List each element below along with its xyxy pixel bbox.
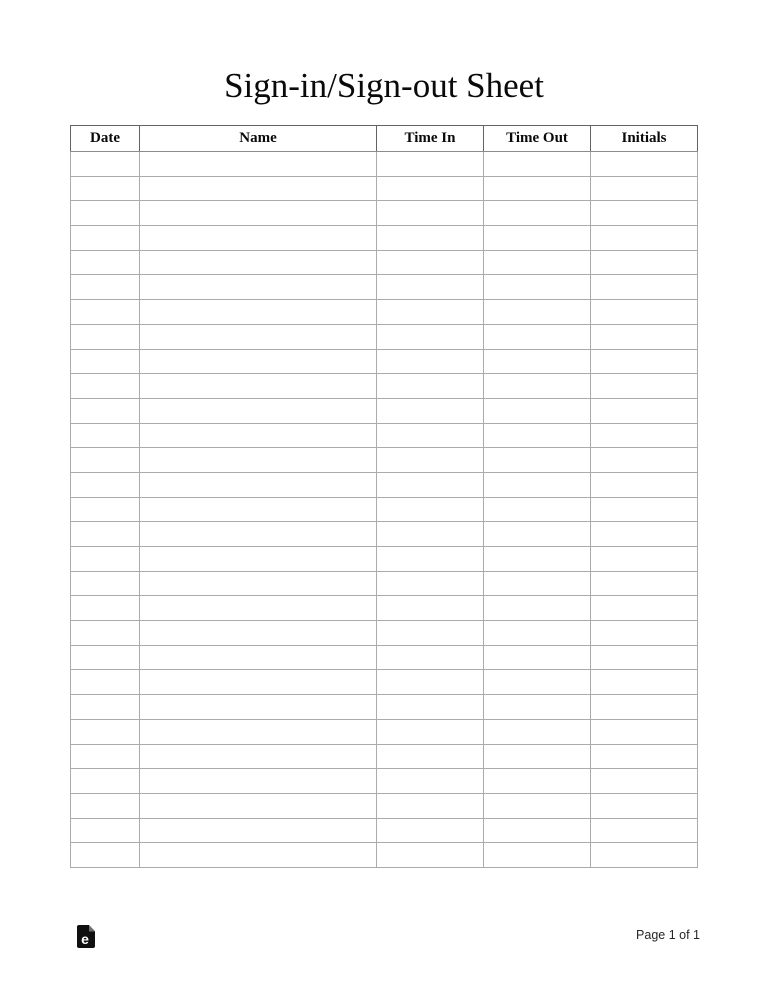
empty-cell-time-out	[484, 300, 591, 325]
empty-cell-date	[71, 349, 140, 374]
empty-cell-time-out	[484, 769, 591, 794]
empty-cell-initials	[591, 596, 698, 621]
empty-cell-initials	[591, 497, 698, 522]
empty-cell-date	[71, 843, 140, 868]
table-row	[71, 522, 698, 547]
empty-cell-time-out	[484, 472, 591, 497]
empty-cell-initials	[591, 793, 698, 818]
empty-cell-name	[140, 744, 377, 769]
table-row	[71, 670, 698, 695]
table-row	[71, 250, 698, 275]
empty-cell-initials	[591, 472, 698, 497]
empty-cell-date	[71, 670, 140, 695]
empty-cell-time-in	[377, 349, 484, 374]
empty-cell-time-in	[377, 448, 484, 473]
empty-cell-date	[71, 226, 140, 251]
empty-cell-date	[71, 769, 140, 794]
folded-corner-icon	[89, 925, 95, 932]
empty-cell-name	[140, 547, 377, 572]
table-row	[71, 818, 698, 843]
empty-cell-name	[140, 152, 377, 177]
empty-cell-name	[140, 596, 377, 621]
empty-cell-time-out	[484, 571, 591, 596]
empty-cell-time-in	[377, 793, 484, 818]
empty-cell-time-out	[484, 793, 591, 818]
empty-cell-time-out	[484, 423, 591, 448]
empty-cell-time-in	[377, 497, 484, 522]
empty-cell-time-in	[377, 472, 484, 497]
empty-cell-time-in	[377, 719, 484, 744]
column-header-time-in: Time In	[377, 126, 484, 152]
empty-cell-initials	[591, 423, 698, 448]
column-header-initials: Initials	[591, 126, 698, 152]
empty-cell-name	[140, 349, 377, 374]
empty-cell-time-out	[484, 645, 591, 670]
empty-cell-time-out	[484, 744, 591, 769]
empty-cell-time-in	[377, 670, 484, 695]
empty-cell-name	[140, 300, 377, 325]
empty-cell-date	[71, 398, 140, 423]
table-row	[71, 398, 698, 423]
page-title: Sign-in/Sign-out Sheet	[224, 66, 544, 105]
empty-cell-initials	[591, 547, 698, 572]
empty-cell-date	[71, 645, 140, 670]
empty-cell-time-out	[484, 398, 591, 423]
empty-cell-time-out	[484, 275, 591, 300]
sheet-rows	[71, 152, 698, 868]
empty-cell-time-in	[377, 596, 484, 621]
empty-cell-date	[71, 300, 140, 325]
table-row	[71, 423, 698, 448]
empty-cell-time-out	[484, 324, 591, 349]
table-row	[71, 571, 698, 596]
empty-cell-name	[140, 176, 377, 201]
empty-cell-initials	[591, 275, 698, 300]
empty-cell-initials	[591, 522, 698, 547]
empty-cell-name	[140, 374, 377, 399]
empty-cell-initials	[591, 152, 698, 177]
empty-cell-initials	[591, 818, 698, 843]
empty-cell-initials	[591, 448, 698, 473]
empty-cell-time-out	[484, 176, 591, 201]
empty-cell-date	[71, 324, 140, 349]
table-row	[71, 793, 698, 818]
empty-cell-initials	[591, 398, 698, 423]
empty-cell-date	[71, 744, 140, 769]
empty-cell-name	[140, 522, 377, 547]
empty-cell-time-out	[484, 670, 591, 695]
empty-cell-date	[71, 423, 140, 448]
empty-cell-initials	[591, 226, 698, 251]
empty-cell-time-out	[484, 547, 591, 572]
empty-cell-initials	[591, 250, 698, 275]
empty-cell-date	[71, 152, 140, 177]
empty-cell-time-out	[484, 201, 591, 226]
page-number: Page 1 of 1	[636, 928, 700, 942]
table-row	[71, 645, 698, 670]
empty-cell-name	[140, 423, 377, 448]
empty-cell-time-out	[484, 818, 591, 843]
empty-cell-time-out	[484, 152, 591, 177]
column-header-date: Date	[71, 126, 140, 152]
empty-cell-date	[71, 547, 140, 572]
empty-cell-name	[140, 472, 377, 497]
empty-cell-name	[140, 324, 377, 349]
empty-cell-name	[140, 621, 377, 646]
empty-cell-time-in	[377, 547, 484, 572]
empty-cell-initials	[591, 744, 698, 769]
empty-cell-time-in	[377, 398, 484, 423]
empty-cell-initials	[591, 645, 698, 670]
empty-cell-initials	[591, 349, 698, 374]
empty-cell-name	[140, 497, 377, 522]
table-row	[71, 719, 698, 744]
empty-cell-name	[140, 275, 377, 300]
table-row	[71, 152, 698, 177]
empty-cell-initials	[591, 670, 698, 695]
empty-cell-date	[71, 275, 140, 300]
table-row	[71, 769, 698, 794]
empty-cell-date	[71, 596, 140, 621]
header-row	[71, 126, 698, 152]
table-row	[71, 201, 698, 226]
table-row	[71, 744, 698, 769]
table-row	[71, 621, 698, 646]
empty-cell-time-in	[377, 818, 484, 843]
empty-cell-date	[71, 719, 140, 744]
table-row	[71, 275, 698, 300]
table-row	[71, 547, 698, 572]
empty-cell-time-in	[377, 423, 484, 448]
empty-cell-date	[71, 571, 140, 596]
empty-cell-date	[71, 695, 140, 720]
column-header-time-out: Time Out	[484, 126, 591, 152]
empty-cell-time-in	[377, 695, 484, 720]
empty-cell-initials	[591, 843, 698, 868]
empty-cell-initials	[591, 324, 698, 349]
empty-cell-name	[140, 719, 377, 744]
table-row	[71, 497, 698, 522]
empty-cell-initials	[591, 695, 698, 720]
empty-cell-time-in	[377, 152, 484, 177]
empty-cell-name	[140, 226, 377, 251]
empty-cell-time-in	[377, 571, 484, 596]
empty-cell-time-in	[377, 843, 484, 868]
empty-cell-initials	[591, 201, 698, 226]
empty-cell-time-in	[377, 522, 484, 547]
empty-cell-time-in	[377, 324, 484, 349]
empty-cell-date	[71, 522, 140, 547]
empty-cell-initials	[591, 300, 698, 325]
empty-cell-date	[71, 621, 140, 646]
empty-cell-date	[71, 201, 140, 226]
empty-cell-date	[71, 448, 140, 473]
sign-in-sheet-table	[70, 125, 698, 868]
empty-cell-time-out	[484, 226, 591, 251]
table-row	[71, 843, 698, 868]
empty-cell-time-out	[484, 621, 591, 646]
table-row	[71, 226, 698, 251]
table-row	[71, 596, 698, 621]
empty-cell-date	[71, 497, 140, 522]
empty-cell-name	[140, 250, 377, 275]
empty-cell-initials	[591, 571, 698, 596]
empty-cell-time-in	[377, 645, 484, 670]
empty-cell-initials	[591, 374, 698, 399]
empty-cell-name	[140, 769, 377, 794]
table-row	[71, 374, 698, 399]
empty-cell-date	[71, 793, 140, 818]
table-row	[71, 176, 698, 201]
empty-cell-time-out	[484, 596, 591, 621]
empty-cell-time-out	[484, 374, 591, 399]
table-row	[71, 300, 698, 325]
empty-cell-initials	[591, 719, 698, 744]
empty-cell-time-out	[484, 250, 591, 275]
empty-cell-time-in	[377, 226, 484, 251]
empty-cell-name	[140, 695, 377, 720]
empty-cell-initials	[591, 769, 698, 794]
empty-cell-date	[71, 818, 140, 843]
empty-cell-date	[71, 176, 140, 201]
eforms-logo-icon	[77, 925, 95, 948]
empty-cell-time-in	[377, 201, 484, 226]
empty-cell-time-in	[377, 744, 484, 769]
empty-cell-time-out	[484, 719, 591, 744]
empty-cell-time-in	[377, 769, 484, 794]
empty-cell-initials	[591, 176, 698, 201]
empty-cell-name	[140, 645, 377, 670]
table-row	[71, 349, 698, 374]
table-row	[71, 695, 698, 720]
empty-cell-time-out	[484, 349, 591, 374]
empty-cell-time-out	[484, 843, 591, 868]
table-row	[71, 472, 698, 497]
empty-cell-name	[140, 398, 377, 423]
column-header-name: Name	[140, 126, 377, 152]
empty-cell-time-in	[377, 250, 484, 275]
empty-cell-time-out	[484, 497, 591, 522]
empty-cell-name	[140, 670, 377, 695]
empty-cell-time-in	[377, 275, 484, 300]
empty-cell-name	[140, 793, 377, 818]
empty-cell-name	[140, 201, 377, 226]
table-row	[71, 324, 698, 349]
empty-cell-time-out	[484, 522, 591, 547]
empty-cell-name	[140, 818, 377, 843]
empty-cell-time-out	[484, 448, 591, 473]
empty-cell-name	[140, 571, 377, 596]
empty-cell-initials	[591, 621, 698, 646]
empty-cell-date	[71, 374, 140, 399]
empty-cell-time-in	[377, 374, 484, 399]
empty-cell-time-in	[377, 300, 484, 325]
empty-cell-date	[71, 472, 140, 497]
empty-cell-name	[140, 843, 377, 868]
logo-letter: e	[81, 931, 89, 947]
empty-cell-date	[71, 250, 140, 275]
empty-cell-name	[140, 448, 377, 473]
table-row	[71, 448, 698, 473]
empty-cell-time-in	[377, 176, 484, 201]
empty-cell-time-in	[377, 621, 484, 646]
empty-cell-time-out	[484, 695, 591, 720]
